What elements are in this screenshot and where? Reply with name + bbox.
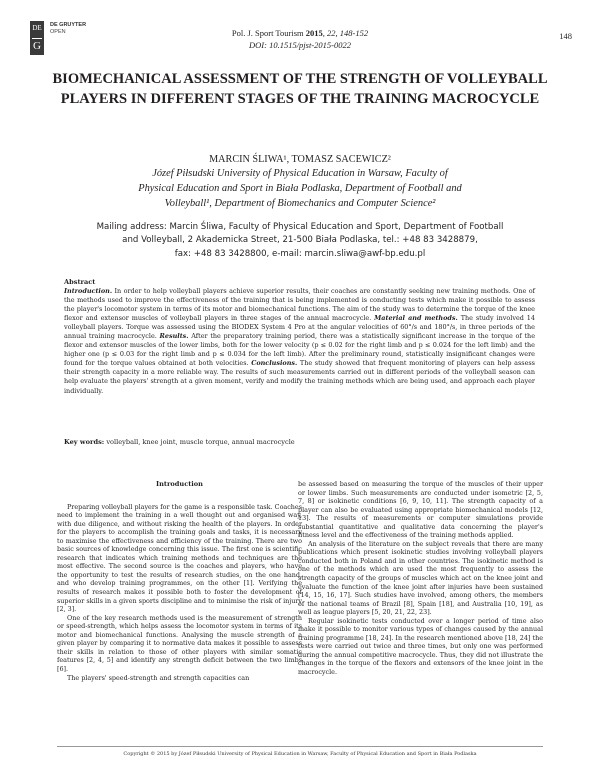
mailing-line-2: and Volleyball, 2 Akademicka Street, 21-500 Biała Podlaska, tel.: +48 83 3428879, [122, 235, 478, 246]
mailing-line-3: fax: +48 83 3428800, e-mail: marcin.sliwa@awf-bp.edu.pl [174, 248, 426, 259]
abstract-results-label: Results. [159, 332, 189, 341]
affiliation-line-3: Volleyball¹, Department of Biomechanics and Computer Science² [164, 198, 436, 210]
affiliation-line-2: Physical Education and Sport in Biała Podlaska, Department of Football and [138, 183, 462, 195]
logo-letter-top: DE [32, 24, 42, 32]
doi: DOI: 10.1515/pjst-2015-0022 [249, 40, 351, 50]
right-paragraph-3: Regular isokinetic tests conducted over a longer period of time also make it possible to monitor various types of changes caused by the annual training programme [18, 24]. In the research mentioned above [18, 24] the tests were carried out twice and three times, but only one was performed during the annual competitive macrocycle. Thus, they did not illustrate the changes in the torque of the flexors and extensors of the knee joint in the macrocycle. [298, 616, 543, 677]
left-paragraph-3: The players' speed-strength and strength capacities can [67, 674, 250, 683]
introduction-heading: Introduction [156, 480, 203, 488]
mailing-address [58, 221, 542, 261]
journal-prefix: Pol. J. Sport Tourism [231, 28, 304, 38]
authors: MARCIN ŚLIWA¹, TOMASZ SACEWICZ² [209, 154, 391, 165]
left-paragraph-1: Preparing volleyball players for the game is a responsible task. Coaches need to implement the training in a well thought out and organised way, with due diligence, and without risking the health of the players. In order for the players to accomplish the training goals and tasks, it is necessary to maximise the effectiveness and efficiency of the training. There are two basic sources of knowledge concerning this issue. The first one is scientific research that indicates which training methods and techniques are the most effective. The second source is the coaches and players, who have the opportunity to test the results of research studies, on the one hand, and who develop training programmes, on the other [1]. Verifying the results of research makes it possible both to foster the development of superior skills in a given sports discipline and to minimise the risk of injury [2, 3]. [57, 502, 302, 614]
logo-letter-bottom: G [33, 40, 41, 52]
abstract-body [64, 287, 535, 396]
abstract-heading: Abstract [64, 278, 96, 286]
abstract-intro-label: Introduction. [64, 287, 113, 295]
right-paragraph-1: be assessed based on measuring the torque of the muscles of their upper or lower limbs. Such measurements are conducted under isometric [2, 5, 7, 8] or isokinetic conditions [6, 9, 10, 11]. The strength capacity of a player can also be evaluated using appropriate biomechanical models [12, 13]. The results of measurements or computer simulations provide substantial quantitative and qualitative data concerning the player's fitness level and the effectiveness of the training methods applied. [298, 480, 543, 540]
left-paragraph-2: One of the key research methods used is the measurement of strength or speed-strength, which helps assess the locomotor system in terms of its motor and biomechanical functions. Analysing the muscle strength of a given player by comparing it to normative data makes it possible to assess their skills in relation to those of other players with similar somatic features [2, 4, 5] and identify any strength deficit between the two limbs [6]. [57, 613, 302, 673]
footer-rule [57, 746, 543, 747]
journal-citation [0, 27, 600, 51]
copyright-footer: Copyright © 2015 by Józef Piłsudski University of Physical Education in Warsaw, Faculty of Physical Education and Sport in Biała Podlaska [123, 751, 477, 757]
keywords-text: volleyball, knee joint, muscle torque, annual macrocycle [104, 438, 295, 446]
abstract-conclusions-label: Conclusions. [251, 359, 298, 368]
affiliation-line-1: Józef Piłsudski University of Physical Education in Warsaw, Faculty of [152, 168, 448, 179]
affiliation [60, 166, 540, 212]
right-paragraph-2: An analysis of the literature on the subject reveals that there are many publications which present isokinetic studies involving volleyball players conducted both in Poland and in other countries. The isokinetic method is one of the methods which are used the most frequently to assess the strength capacity of the groups of muscles which act on the knee joint and evaluate the function of the knee joint after injuries have been sustained [14, 15, 16, 17]. Such studies have involved, among others, the members of the national teams of Brazil [8], Spain [18], and Australia [10, 19], as well as league players [5, 20, 21, 22, 23]. [298, 539, 543, 617]
keywords [64, 438, 295, 446]
journal-volume-pages: , 22, 148-152 [322, 28, 369, 38]
article-title: BIOMECHANICAL ASSESSMENT OF THE STRENGTH OF VOLLEYBALL PLAYERS IN DIFFERENT STAGES OF THE TRAINING MACROCYCLE [52, 71, 548, 107]
right-column [298, 480, 543, 677]
journal-year: 2015 [305, 28, 323, 38]
publisher-line-2: OPEN [50, 29, 66, 35]
abstract-methods-label: Material and methods. [374, 314, 458, 323]
keywords-label: Key words: [64, 438, 105, 446]
abstract-methods-text: The study involved 14 volleyball players. Torque was assessed using the BIODEX System 4 Pro at the angular velocities of 60°/s and 180°/s, in three periods of the annual training macrocycle. [64, 314, 535, 341]
publisher-line-1: DE GRUYTER [50, 22, 87, 28]
left-column [57, 480, 302, 683]
abstract-results-text: After the preparatory training period, there was a statistically significant increase in the torque of the flexor and extensor muscles of the lower limbs, both for the lower velocity (p ≤ 0.02 for the right limb and p ≤ 0.024 for the left limb) and the higher one (p ≤ 0.03 for the right limb and p ≤ 0.034 for the left limb). After the preliminary round, statistically insignificant changes were found for the torque values obtained at both velocities. [64, 332, 535, 368]
abstract-conclusions-text: The study showed that frequent monitoring of players can help assess their strength capacity in a more reliable way. The results of such measurements carried out in different periods of the volleyball season can help evaluate the players' strength at a given moment, verify and modify the training methods which are being used, and approach each player individually. [64, 359, 535, 395]
page-number: 148 [559, 31, 572, 41]
mailing-line-1: Mailing address: Marcin Śliwa, Faculty of Physical Education and Sport, Department of Football [96, 222, 504, 232]
abstract-intro-text: In order to help volleyball players achieve superior results, their coaches are constantly seeking new training methods. One of the methods used to improve the effectiveness of the training that is being implemented is conducting tests which make it possible to assess the player's locomotor system in terms of its motor and biomechanical functions. The aim of the study was to determine the torque of the knee flexor and extensor muscles of volleyball players in three stages of the annual macrocycle. [64, 287, 535, 323]
